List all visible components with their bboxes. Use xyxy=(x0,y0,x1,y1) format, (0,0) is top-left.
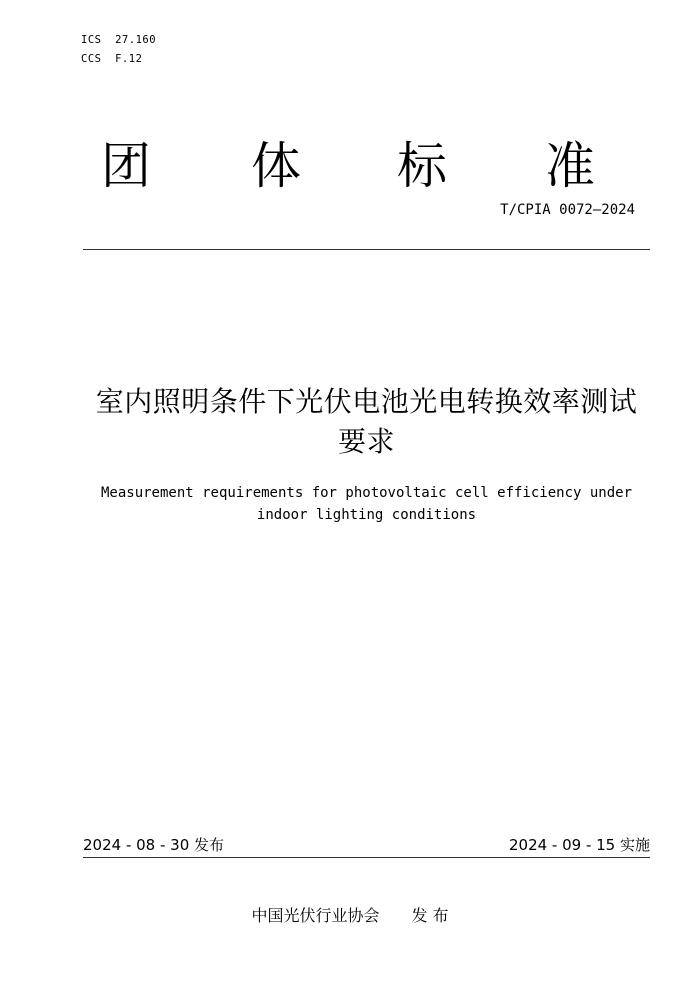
standard-type-char: 标 xyxy=(397,137,447,195)
implementation-date: 2024 - 09 - 15 实施 xyxy=(508,836,650,854)
standard-number: T/CPIA 0072—2024 xyxy=(500,202,635,218)
issue-date: 2024 - 08 - 30 发布 xyxy=(83,836,225,854)
standard-type-char: 体 xyxy=(251,137,301,195)
standard-type-char: 团 xyxy=(101,137,151,195)
bottom-divider xyxy=(83,857,650,858)
ccs-code: CCS F.12 xyxy=(81,53,143,65)
publisher: 中国光伏行业协会 发 布 xyxy=(251,906,449,925)
standard-type-char: 准 xyxy=(545,137,595,195)
title-english: Measurement requirements for photovoltaic cell efficiency under indoor lighting conditions xyxy=(100,485,632,523)
top-divider xyxy=(83,249,650,250)
title-chinese: 室内照明条件下光伏电池光电转换效率测试要求 xyxy=(95,385,638,458)
ics-code: ICS 27.160 xyxy=(81,34,157,46)
